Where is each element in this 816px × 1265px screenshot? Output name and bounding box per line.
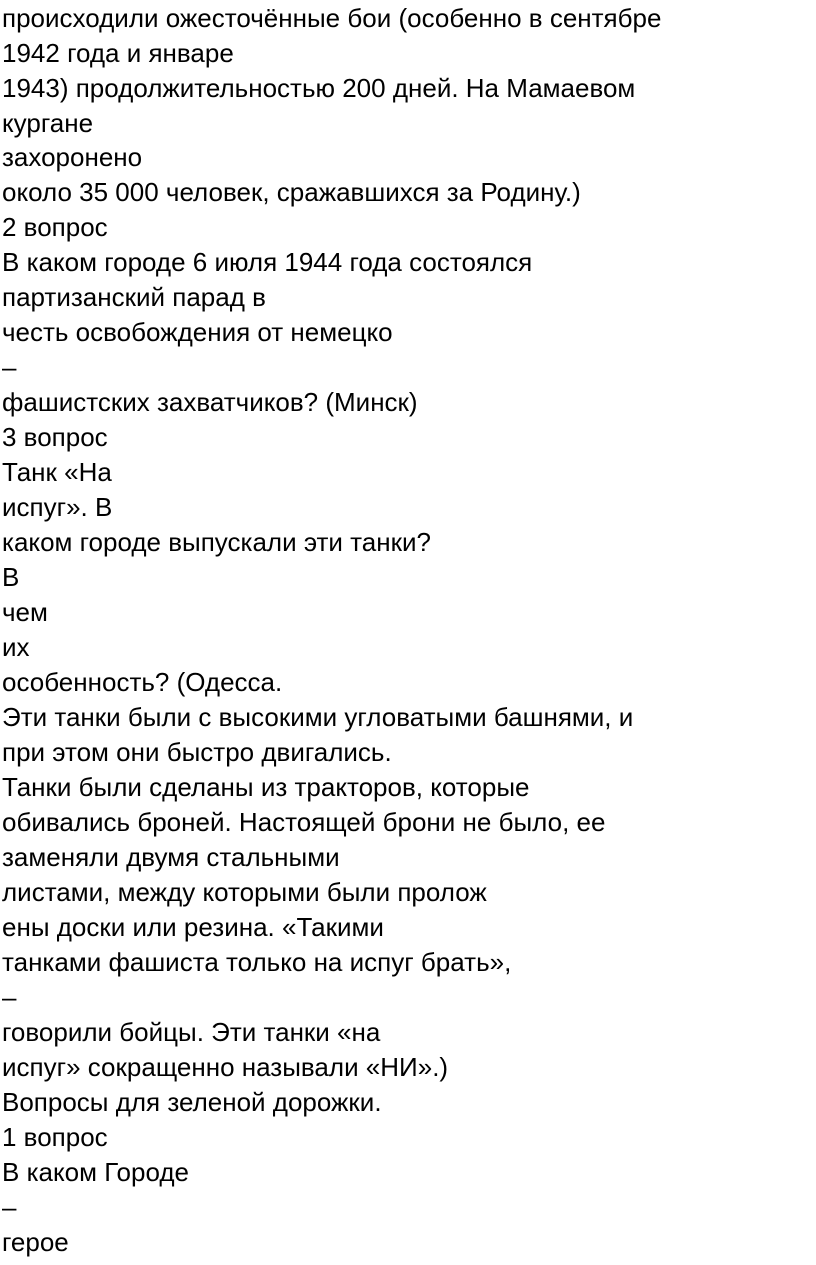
text-line: танками фашиста только на испуг брать», [2,947,512,977]
text-line: – [2,1192,17,1222]
text-line: герое [2,1227,69,1257]
text-line: заменяли двумя стальными [2,842,340,872]
text-line: при этом они быстро двигались. [2,737,392,767]
text-line: около 35 000 человек, сражавшихся за Родину.) [2,177,581,207]
text-line: испуг». В [2,492,113,522]
text-line: Эти танки были с высокими угловатыми башнями, и [2,702,634,732]
text-line: честь освобождения от немецко [2,317,393,347]
text-line: 2 вопрос [2,212,108,242]
text-line: 3 вопрос [2,422,108,452]
text-line: – [2,982,17,1012]
text-line: их [2,632,30,662]
text-line: говорили бойцы. Эти танки «на [2,1017,381,1047]
text-line: партизанский парад в [2,282,266,312]
text-line: В каком городе 6 июля 1944 года состоялся [2,247,533,277]
text-line: фашистских захватчиков? (Минск) [2,387,418,417]
text-line: Танки были сделаны из тракторов, которые [2,772,530,802]
text-line: Вопросы для зеленой дорожки. [2,1087,382,1117]
text-line: 1 вопрос [2,1122,108,1152]
text-line: обивались броней. Настоящей брони не было, ее [2,807,606,837]
text-line: ены доски или резина. «Такими [2,912,384,942]
text-line: испуг» сокращенно называли «НИ».) [2,1052,449,1082]
text-line: происходили ожесточённые бои (особенно в сентябре [2,3,662,33]
text-line: захоронено [2,142,143,172]
text-line: – [2,352,17,382]
text-line: В [2,562,20,592]
text-line: чем [2,597,48,627]
text-line: кургане [2,108,94,138]
text-line: Танк «На [2,457,112,487]
text-line: каком городе выпускали эти танки? [2,527,431,557]
text-line: 1943) продолжительностью 200 дней. На Мамаевом [2,73,636,103]
text-line: 1942 года и январе [2,38,234,68]
text-line: особенность? (Одесса. [2,667,283,697]
text-line: листами, между которыми были пролож [2,877,487,907]
text-line: В каком Городе [2,1157,189,1187]
